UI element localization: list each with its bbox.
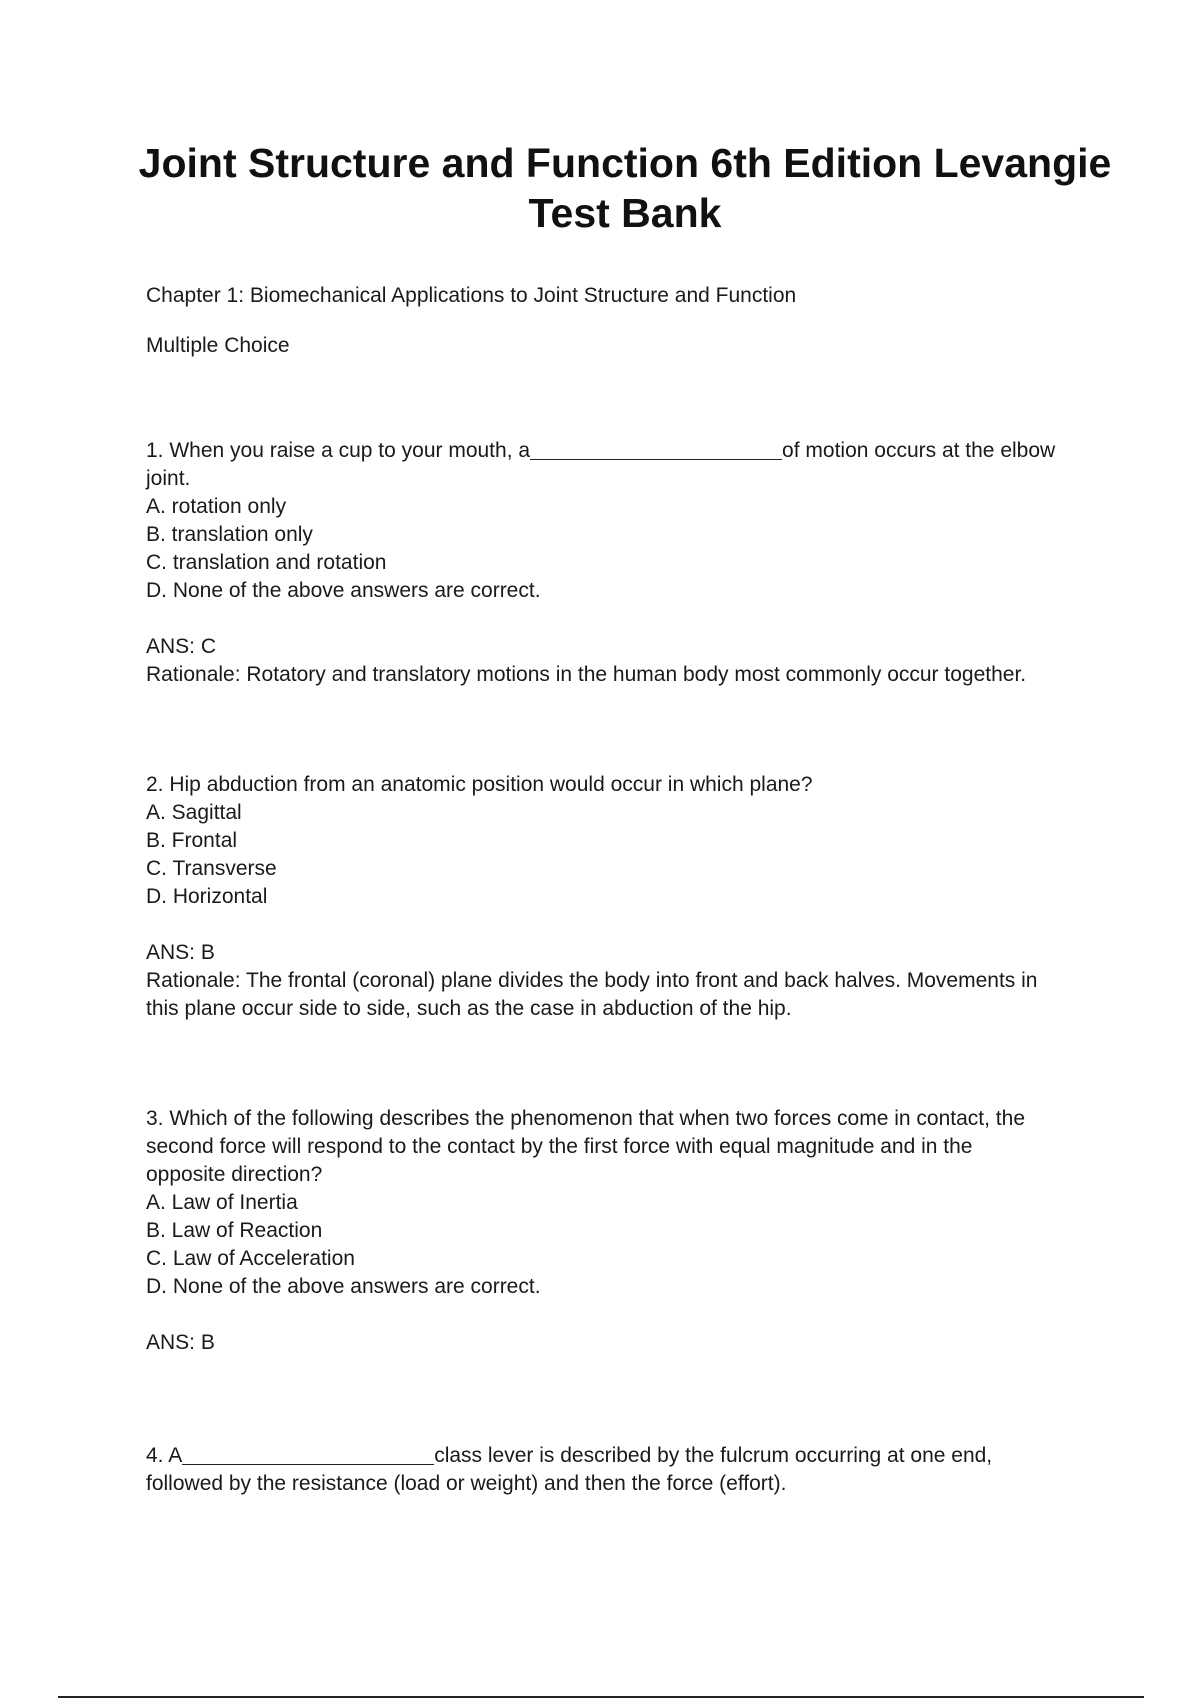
page-bottom-rule — [58, 1696, 1144, 1698]
question-3-stem-line-1: 3. Which of the following describes the phenomenon that when two forces come in contact, the — [146, 1107, 1025, 1130]
question-1-stem-end: of motion occurs at the elbow — [782, 439, 1056, 462]
document-body — [146, 282, 1096, 1498]
option-a: A. rotation only — [146, 495, 287, 518]
option-d: D. None of the above answers are correct. — [146, 1275, 541, 1298]
option-b: B. Frontal — [146, 829, 238, 852]
question-1-stem — [146, 434, 1096, 465]
section-heading: Multiple Choice — [146, 334, 290, 357]
option-d: D. None of the above answers are correct. — [146, 579, 541, 602]
question-2-options — [146, 799, 1096, 911]
rationale: Rationale: Rotatory and translatory motions in the human body most commonly occur together. — [146, 663, 1027, 686]
answer-key: ANS: B — [146, 1331, 215, 1354]
option-b: B. Law of Reaction — [146, 1219, 323, 1242]
question-3-options — [146, 1189, 1096, 1301]
option-a: A. Law of Inertia — [146, 1191, 298, 1214]
answer-key: ANS: B — [146, 941, 215, 964]
option-d: D. Horizontal — [146, 885, 268, 908]
question-1-stem-continued: joint. — [146, 467, 191, 490]
option-c: C. Law of Acceleration — [146, 1247, 355, 1270]
chapter-heading: Chapter 1: Biomechanical Applications to Joint Structure and Function — [146, 284, 797, 307]
answer-blank — [182, 1442, 434, 1465]
question-4-stem — [146, 1439, 1096, 1470]
question-2-stem: 2. Hip abduction from an anatomic position would occur in which plane? — [146, 773, 813, 796]
question-4-stem-start: 4. A — [146, 1444, 183, 1467]
rationale-line-1: Rationale: The frontal (coronal) plane divides the body into front and back halves. Movements in — [146, 969, 1038, 992]
option-c: C. Transverse — [146, 857, 277, 880]
question-3-stem-line-2: second force will respond to the contact by the first force with equal magnitude and in the — [146, 1135, 973, 1158]
document-title — [120, 138, 1130, 238]
question-2 — [146, 771, 1096, 1023]
option-b: B. translation only — [146, 523, 313, 546]
question-3-answer-block — [146, 1329, 1096, 1357]
question-4-stem-end: class lever is described by the fulcrum occurring at one end, — [434, 1444, 993, 1467]
option-a: A. Sagittal — [146, 801, 242, 824]
question-4 — [146, 1439, 1096, 1498]
answer-key: ANS: C — [146, 635, 217, 658]
question-1-stem-start: 1. When you raise a cup to your mouth, a — [146, 439, 531, 462]
question-1 — [146, 434, 1096, 689]
question-4-stem-continued: followed by the resistance (load or weight) and then the force (effort). — [146, 1472, 787, 1495]
question-1-options — [146, 493, 1096, 605]
question-1-answer-block — [146, 633, 1096, 689]
title-line-1: Joint Structure and Function 6th Edition Levangie — [138, 140, 1112, 186]
option-c: C. translation and rotation — [146, 551, 387, 574]
rationale-line-2: this plane occur side to side, such as the case in abduction of the hip. — [146, 997, 792, 1020]
question-3-stem-line-3: opposite direction? — [146, 1163, 323, 1186]
question-2-answer-block — [146, 939, 1096, 1023]
answer-blank — [530, 437, 782, 460]
title-line-2: Test Bank — [528, 190, 722, 236]
question-3 — [146, 1105, 1096, 1357]
